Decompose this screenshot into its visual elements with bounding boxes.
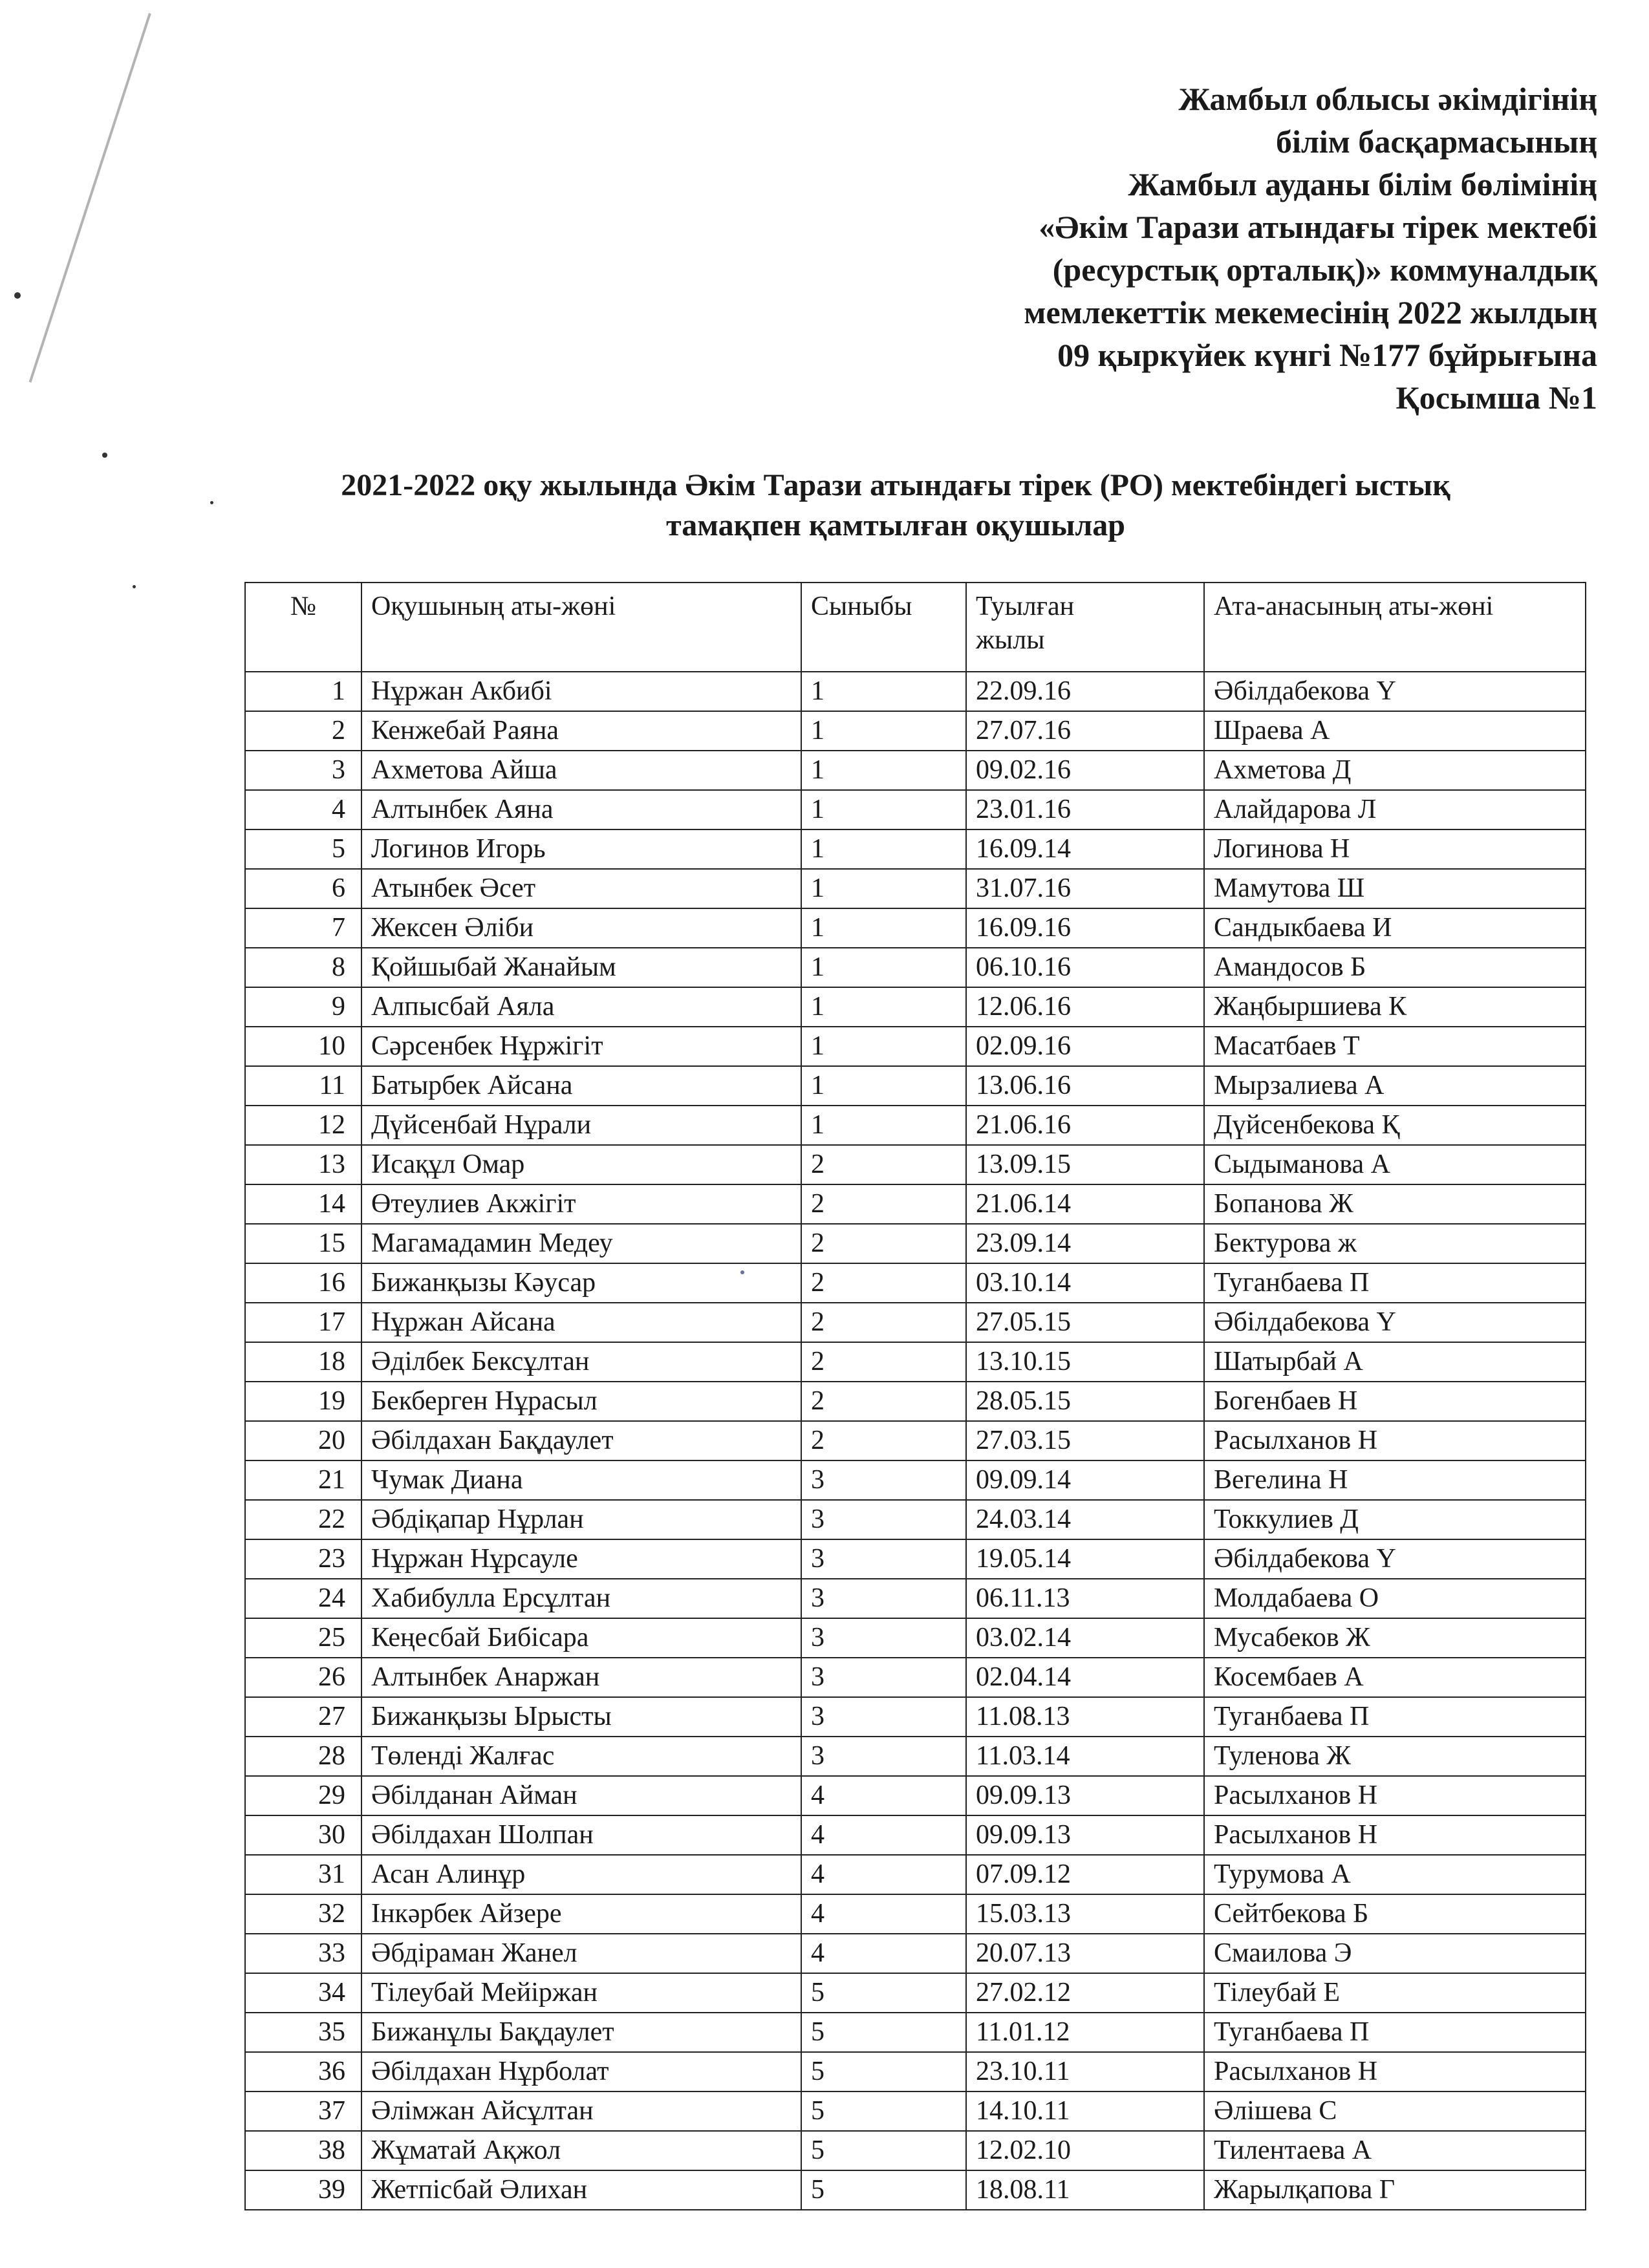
- cell-grade: 4: [801, 1934, 966, 1973]
- table-header-row: [245, 583, 1586, 672]
- scan-speck: [102, 453, 107, 458]
- table-row: [245, 2091, 1586, 2131]
- cell-birth-date: 12.02.10: [966, 2131, 1204, 2170]
- cell-number: 17: [245, 1303, 361, 1342]
- cell-student-name: Әбдіқапар Нұрлан: [361, 1500, 801, 1539]
- table-row: [245, 1303, 1586, 1342]
- cell-grade: 3: [801, 1460, 966, 1500]
- cell-student-name: Әділбек Бексұлтан: [361, 1342, 801, 1382]
- table-row: [245, 2052, 1586, 2091]
- cell-student-name: Інкәрбек Айзере: [361, 1894, 801, 1934]
- cell-parent-name: Туленова Ж: [1204, 1737, 1586, 1776]
- cell-student-name: Алтынбек Аяна: [361, 790, 801, 829]
- table-row: [245, 1737, 1586, 1776]
- cell-parent-name: Расылханов Н: [1204, 1776, 1586, 1815]
- cell-number: 7: [245, 908, 361, 948]
- cell-parent-name: Мырзалиева А: [1204, 1066, 1586, 1106]
- cell-birth-date: 15.03.13: [966, 1894, 1204, 1934]
- table-row: [245, 829, 1586, 869]
- cell-student-name: Атынбек Әсет: [361, 869, 801, 908]
- cell-student-name: Жексен Әліби: [361, 908, 801, 948]
- cell-parent-name: Шраева А: [1204, 711, 1586, 751]
- cell-grade: 5: [801, 1973, 966, 2013]
- cell-student-name: Әбілданан Айман: [361, 1776, 801, 1815]
- cell-grade: 1: [801, 790, 966, 829]
- table-row: [245, 1618, 1586, 1658]
- cell-birth-date: 31.07.16: [966, 869, 1204, 908]
- cell-parent-name: Туганбаева П: [1204, 2013, 1586, 2052]
- table-row: [245, 987, 1586, 1027]
- cell-grade: 1: [801, 829, 966, 869]
- cell-parent-name: Расылханов Н: [1204, 2052, 1586, 2091]
- cell-birth-date: 09.09.13: [966, 1776, 1204, 1815]
- cell-number: 32: [245, 1894, 361, 1934]
- cell-student-name: Ахметова Айша: [361, 751, 801, 790]
- cell-number: 34: [245, 1973, 361, 2013]
- header-grade: Сыныбы: [801, 583, 966, 672]
- header-line: Жамбыл ауданы білім бөлімінің: [1128, 166, 1597, 202]
- cell-grade: 3: [801, 1579, 966, 1618]
- cell-birth-date: 20.07.13: [966, 1934, 1204, 1973]
- cell-grade: 3: [801, 1500, 966, 1539]
- table-row: [245, 1106, 1586, 1145]
- table-row: [245, 1934, 1586, 1973]
- cell-student-name: Батырбек Айсана: [361, 1066, 801, 1106]
- cell-student-name: Нұржан Айсана: [361, 1303, 801, 1342]
- cell-student-name: Хабибулла Ерсұлтан: [361, 1579, 801, 1618]
- cell-number: 18: [245, 1342, 361, 1382]
- header-line: «Әкім Тарази атындағы тірек мектебі: [1039, 209, 1597, 245]
- cell-student-name: Төленді Жалғас: [361, 1737, 801, 1776]
- cell-number: 9: [245, 987, 361, 1027]
- cell-birth-date: 03.02.14: [966, 1618, 1204, 1658]
- cell-student-name: Дүйсенбай Нұрали: [361, 1106, 801, 1145]
- header-student-name: Оқушының аты-жөні: [361, 583, 801, 672]
- header-parent-name: Ата-анасының аты-жөні: [1204, 583, 1586, 672]
- cell-birth-date: 19.05.14: [966, 1539, 1204, 1579]
- cell-student-name: Әлімжан Айсұлтан: [361, 2091, 801, 2131]
- cell-student-name: Қойшыбай Жанайым: [361, 948, 801, 987]
- cell-birth-date: 23.09.14: [966, 1224, 1204, 1263]
- cell-student-name: Әбілдахан Бақдаулет: [361, 1421, 801, 1460]
- table-row: [245, 1697, 1586, 1737]
- cell-birth-date: 07.09.12: [966, 1855, 1204, 1894]
- document-header: [1024, 78, 1597, 419]
- cell-grade: 2: [801, 1224, 966, 1263]
- cell-grade: 4: [801, 1776, 966, 1815]
- cell-grade: 5: [801, 2170, 966, 2210]
- cell-parent-name: Әлішева С: [1204, 2091, 1586, 2131]
- cell-birth-date: 13.06.16: [966, 1066, 1204, 1106]
- cell-parent-name: Расылханов Н: [1204, 1815, 1586, 1855]
- cell-student-name: Әбдіраман Жанел: [361, 1934, 801, 1973]
- table-row: [245, 2170, 1586, 2210]
- cell-number: 13: [245, 1145, 361, 1184]
- cell-grade: 1: [801, 1106, 966, 1145]
- cell-grade: 2: [801, 1263, 966, 1303]
- table-row: [245, 1224, 1586, 1263]
- header-line: Қосымша №1: [1396, 380, 1597, 416]
- cell-student-name: Бижанқызы Кәусар: [361, 1263, 801, 1303]
- cell-birth-date: 28.05.15: [966, 1382, 1204, 1421]
- cell-grade: 2: [801, 1145, 966, 1184]
- cell-student-name: Логинов Игорь: [361, 829, 801, 869]
- cell-grade: 3: [801, 1618, 966, 1658]
- table-row: [245, 1460, 1586, 1500]
- table-row: [245, 1421, 1586, 1460]
- cell-parent-name: Сандыкбаева И: [1204, 908, 1586, 948]
- cell-parent-name: Расылханов Н: [1204, 1421, 1586, 1460]
- cell-birth-date: 06.11.13: [966, 1579, 1204, 1618]
- cell-birth-date: 11.03.14: [966, 1737, 1204, 1776]
- cell-grade: 3: [801, 1658, 966, 1697]
- cell-parent-name: Әбілдабекова Ү: [1204, 1303, 1586, 1342]
- header-birth-line1: Туылған: [976, 592, 1075, 621]
- cell-student-name: Бекберген Нұрасыл: [361, 1382, 801, 1421]
- cell-parent-name: Сыдыманова А: [1204, 1145, 1586, 1184]
- cell-grade: 2: [801, 1303, 966, 1342]
- cell-number: 30: [245, 1815, 361, 1855]
- cell-birth-date: 02.09.16: [966, 1027, 1204, 1066]
- cell-parent-name: Бопанова Ж: [1204, 1184, 1586, 1224]
- cell-birth-date: 09.02.16: [966, 751, 1204, 790]
- cell-number: 37: [245, 2091, 361, 2131]
- cell-parent-name: Шатырбай А: [1204, 1342, 1586, 1382]
- table-row: [245, 672, 1586, 711]
- table-row: [245, 1500, 1586, 1539]
- cell-parent-name: Сейтбекова Б: [1204, 1894, 1586, 1934]
- cell-birth-date: 16.09.14: [966, 829, 1204, 869]
- cell-number: 26: [245, 1658, 361, 1697]
- table-row: [245, 711, 1586, 751]
- cell-grade: 3: [801, 1697, 966, 1737]
- cell-student-name: Магамадамин Медеу: [361, 1224, 801, 1263]
- cell-grade: 1: [801, 1027, 966, 1066]
- cell-parent-name: Жаңбыршиева К: [1204, 987, 1586, 1027]
- cell-student-name: Жетпісбай Әлихан: [361, 2170, 801, 2210]
- cell-grade: 1: [801, 908, 966, 948]
- cell-number: 27: [245, 1697, 361, 1737]
- cell-parent-name: Бектурова ж: [1204, 1224, 1586, 1263]
- cell-grade: 4: [801, 1815, 966, 1855]
- cell-birth-date: 23.01.16: [966, 790, 1204, 829]
- cell-parent-name: Туганбаева П: [1204, 1263, 1586, 1303]
- cell-grade: 2: [801, 1421, 966, 1460]
- cell-parent-name: Молдабаева О: [1204, 1579, 1586, 1618]
- table-row: [245, 790, 1586, 829]
- cell-student-name: Асан Алинұр: [361, 1855, 801, 1894]
- document-title: [194, 465, 1597, 546]
- cell-birth-date: 21.06.16: [966, 1106, 1204, 1145]
- cell-number: 31: [245, 1855, 361, 1894]
- cell-number: 19: [245, 1382, 361, 1421]
- table-row: [245, 2013, 1586, 2052]
- cell-number: 22: [245, 1500, 361, 1539]
- cell-number: 24: [245, 1579, 361, 1618]
- cell-birth-date: 09.09.14: [966, 1460, 1204, 1500]
- cell-number: 39: [245, 2170, 361, 2210]
- cell-grade: 1: [801, 672, 966, 711]
- cell-number: 16: [245, 1263, 361, 1303]
- cell-parent-name: Косембаев А: [1204, 1658, 1586, 1697]
- cell-birth-date: 09.09.13: [966, 1815, 1204, 1855]
- table-row: [245, 751, 1586, 790]
- cell-birth-date: 16.09.16: [966, 908, 1204, 948]
- cell-grade: 1: [801, 948, 966, 987]
- cell-parent-name: Тілеубай Е: [1204, 1973, 1586, 2013]
- cell-student-name: Нұржан Акбибі: [361, 672, 801, 711]
- table-row: [245, 1894, 1586, 1934]
- cell-student-name: Алпысбай Аяла: [361, 987, 801, 1027]
- cell-birth-date: 27.02.12: [966, 1973, 1204, 2013]
- header-line: 09 қыркүйек күнгі №177 бұйрығына: [1057, 337, 1597, 373]
- header-line: (ресурстық орталық)» коммуналдық: [1052, 251, 1597, 288]
- cell-parent-name: Мамутова Ш: [1204, 869, 1586, 908]
- cell-student-name: Исақұл Омар: [361, 1145, 801, 1184]
- table-row: [245, 1539, 1586, 1579]
- table-row: [245, 1145, 1586, 1184]
- cell-grade: 1: [801, 711, 966, 751]
- cell-birth-date: 13.10.15: [966, 1342, 1204, 1382]
- cell-grade: 1: [801, 1066, 966, 1106]
- cell-birth-date: 27.03.15: [966, 1421, 1204, 1460]
- table-row: [245, 1184, 1586, 1224]
- title-line-2: тамақпен қамтылған оқушылар: [666, 508, 1125, 542]
- cell-parent-name: Масатбаев Т: [1204, 1027, 1586, 1066]
- cell-birth-date: 21.06.14: [966, 1184, 1204, 1224]
- table-row: [245, 1815, 1586, 1855]
- cell-parent-name: Жарылқапова Г: [1204, 2170, 1586, 2210]
- cell-birth-date: 12.06.16: [966, 987, 1204, 1027]
- cell-number: 3: [245, 751, 361, 790]
- header-line: мемлекеттік мекемесінің 2022 жылдың: [1024, 294, 1597, 330]
- scan-speck: [14, 292, 21, 299]
- cell-student-name: Кенжебай Раяна: [361, 711, 801, 751]
- cell-grade: 3: [801, 1539, 966, 1579]
- cell-parent-name: Смаилова Э: [1204, 1934, 1586, 1973]
- cell-grade: 5: [801, 2091, 966, 2131]
- cell-number: 12: [245, 1106, 361, 1145]
- header-birth-date: [966, 583, 1204, 672]
- table-row: [245, 948, 1586, 987]
- cell-parent-name: Амандосов Б: [1204, 948, 1586, 987]
- cell-birth-date: 27.07.16: [966, 711, 1204, 751]
- title-line-1: 2021-2022 оқу жылында Әкім Тарази атындағы тірек (РО) мектебіндегі ыстық: [341, 468, 1450, 502]
- cell-birth-date: 22.09.16: [966, 672, 1204, 711]
- cell-student-name: Өтеулиев Акжігіт: [361, 1184, 801, 1224]
- cell-grade: 2: [801, 1382, 966, 1421]
- cell-grade: 1: [801, 751, 966, 790]
- cell-parent-name: Тилентаева А: [1204, 2131, 1586, 2170]
- table-row: [245, 1776, 1586, 1815]
- table-row: [245, 869, 1586, 908]
- cell-parent-name: Әбілдабекова Ү: [1204, 672, 1586, 711]
- cell-student-name: Әбілдахан Шолпан: [361, 1815, 801, 1855]
- cell-grade: 4: [801, 1894, 966, 1934]
- cell-number: 33: [245, 1934, 361, 1973]
- cell-grade: 3: [801, 1737, 966, 1776]
- cell-birth-date: 13.09.15: [966, 1145, 1204, 1184]
- header-birth-line2: жылы: [976, 625, 1045, 655]
- cell-parent-name: Вегелина Н: [1204, 1460, 1586, 1500]
- cell-birth-date: 24.03.14: [966, 1500, 1204, 1539]
- cell-number: 20: [245, 1421, 361, 1460]
- cell-number: 35: [245, 2013, 361, 2052]
- cell-student-name: Сәрсенбек Нұржігіт: [361, 1027, 801, 1066]
- cell-number: 15: [245, 1224, 361, 1263]
- cell-parent-name: Туганбаева П: [1204, 1697, 1586, 1737]
- cell-number: 14: [245, 1184, 361, 1224]
- header-line: Жамбыл облысы әкімдігінің: [1178, 81, 1597, 117]
- cell-number: 10: [245, 1027, 361, 1066]
- cell-parent-name: Дүйсенбекова Қ: [1204, 1106, 1586, 1145]
- cell-grade: 5: [801, 2131, 966, 2170]
- cell-parent-name: Турумова А: [1204, 1855, 1586, 1894]
- table-row: [245, 1027, 1586, 1066]
- cell-grade: 5: [801, 2052, 966, 2091]
- cell-student-name: Тілеубай Мейіржан: [361, 1973, 801, 2013]
- cell-grade: 2: [801, 1184, 966, 1224]
- table-row: [245, 1382, 1586, 1421]
- cell-student-name: Нұржан Нұрсауле: [361, 1539, 801, 1579]
- table-row: [245, 1066, 1586, 1106]
- cell-parent-name: Әбілдабекова Ү: [1204, 1539, 1586, 1579]
- cell-parent-name: Ахметова Д: [1204, 751, 1586, 790]
- cell-parent-name: Алайдарова Л: [1204, 790, 1586, 829]
- table-row: [245, 908, 1586, 948]
- cell-number: 29: [245, 1776, 361, 1815]
- cell-birth-date: 27.05.15: [966, 1303, 1204, 1342]
- table-row: [245, 1855, 1586, 1894]
- cell-student-name: Чумак Диана: [361, 1460, 801, 1500]
- cell-student-name: Жұматай Ақжол: [361, 2131, 801, 2170]
- cell-student-name: Бижанұлы Бақдаулет: [361, 2013, 801, 2052]
- table-row: [245, 1263, 1586, 1303]
- cell-number: 5: [245, 829, 361, 869]
- cell-parent-name: Токкулиев Д: [1204, 1500, 1586, 1539]
- cell-parent-name: Мусабеков Ж: [1204, 1618, 1586, 1658]
- cell-number: 8: [245, 948, 361, 987]
- table-row: [245, 1658, 1586, 1697]
- cell-student-name: Кеңесбай Бибісара: [361, 1618, 801, 1658]
- cell-grade: 1: [801, 987, 966, 1027]
- header-line: білім басқармасының: [1275, 123, 1597, 160]
- cell-number: 21: [245, 1460, 361, 1500]
- cell-birth-date: 18.08.11: [966, 2170, 1204, 2210]
- cell-number: 23: [245, 1539, 361, 1579]
- cell-birth-date: 14.10.11: [966, 2091, 1204, 2131]
- table-row: [245, 1973, 1586, 2013]
- table-row: [245, 1342, 1586, 1382]
- cell-grade: 2: [801, 1342, 966, 1382]
- cell-student-name: Бижанқызы Ырысты: [361, 1697, 801, 1737]
- cell-birth-date: 11.08.13: [966, 1697, 1204, 1737]
- cell-grade: 5: [801, 2013, 966, 2052]
- cell-birth-date: 11.01.12: [966, 2013, 1204, 2052]
- cell-grade: 1: [801, 869, 966, 908]
- cell-number: 6: [245, 869, 361, 908]
- header-number: №: [245, 583, 361, 672]
- cell-number: 2: [245, 711, 361, 751]
- cell-birth-date: 06.10.16: [966, 948, 1204, 987]
- cell-number: 25: [245, 1618, 361, 1658]
- table-row: [245, 1579, 1586, 1618]
- cell-birth-date: 23.10.11: [966, 2052, 1204, 2091]
- cell-student-name: Алтынбек Анаржан: [361, 1658, 801, 1697]
- cell-birth-date: 02.04.14: [966, 1658, 1204, 1697]
- students-table: [244, 582, 1586, 2210]
- cell-parent-name: Богенбаев Н: [1204, 1382, 1586, 1421]
- table-row: [245, 2131, 1586, 2170]
- cell-number: 28: [245, 1737, 361, 1776]
- cell-number: 1: [245, 672, 361, 711]
- cell-number: 11: [245, 1066, 361, 1106]
- scan-speck: [133, 585, 136, 588]
- cell-grade: 4: [801, 1855, 966, 1894]
- cell-birth-date: 03.10.14: [966, 1263, 1204, 1303]
- cell-number: 4: [245, 790, 361, 829]
- cell-parent-name: Логинова Н: [1204, 829, 1586, 869]
- cell-student-name: Әбілдахан Нұрболат: [361, 2052, 801, 2091]
- cell-number: 38: [245, 2131, 361, 2170]
- cell-number: 36: [245, 2052, 361, 2091]
- scan-artifact-line: [29, 13, 151, 383]
